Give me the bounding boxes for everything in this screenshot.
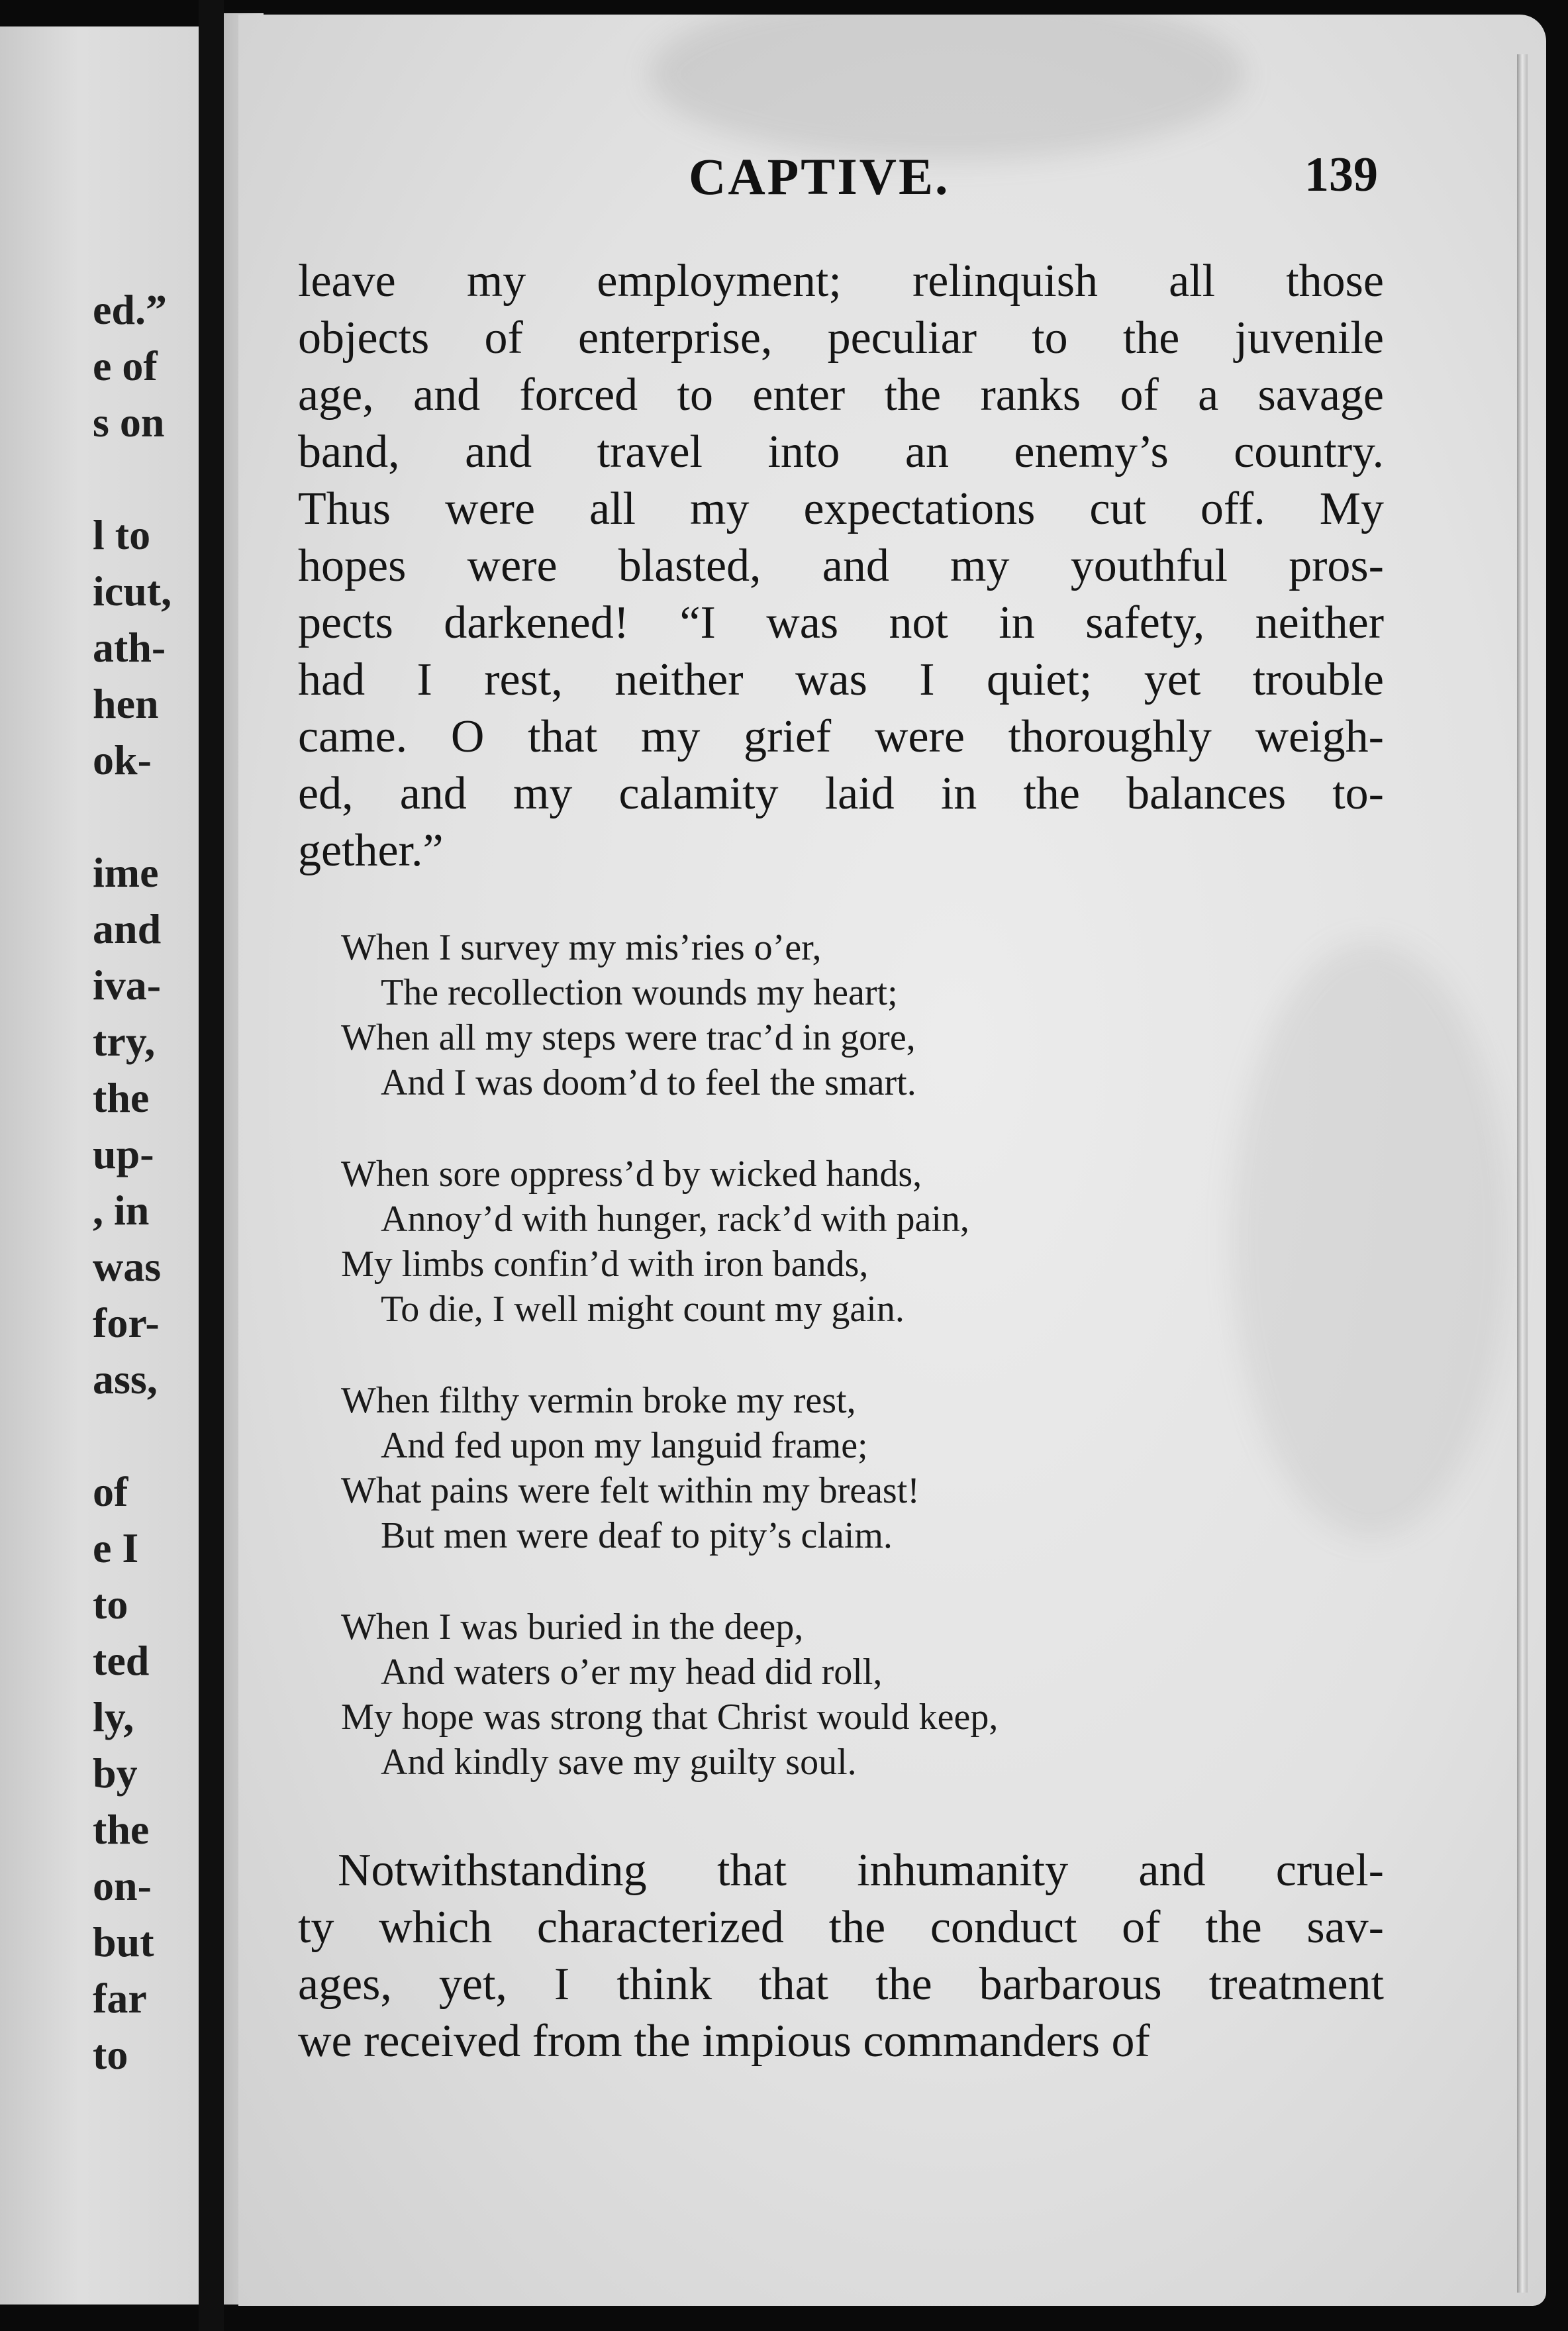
poem-verse: My hope was strong that Christ would keep,	[341, 1697, 999, 1738]
left-page-fragment: ted	[93, 1637, 150, 1684]
poem-verse: When I was buried in the deep,	[341, 1607, 804, 1648]
text-line: hopes were blasted, and my youthful pros-	[298, 540, 1384, 591]
left-page-fragment: try,	[93, 1018, 156, 1065]
text-line: age, and forced to enter the ranks of a savage	[298, 370, 1384, 421]
text-line: leave my employment; relinquish all those	[298, 256, 1384, 307]
poem-stanza	[341, 1378, 1268, 1558]
poem-verse: What pains were felt within my breast!	[341, 1470, 920, 1511]
left-page-fragment: far	[93, 1975, 147, 2022]
text-line: objects of enterprise, peculiar to the juvenile	[298, 313, 1384, 364]
poem-stanza	[341, 1605, 1268, 1785]
text-line: came. O that my grief were thoroughly weigh-	[298, 711, 1384, 762]
poem-verse: When all my steps were trac’d in gore,	[341, 1017, 916, 1058]
poem-stanza	[341, 1152, 1268, 1332]
text-line: gether.”	[298, 825, 444, 876]
left-page-fragment: ass,	[93, 1356, 158, 1403]
paper-discoloration	[1232, 942, 1510, 1538]
book-gutter	[199, 0, 224, 2331]
left-page-fragment: by	[93, 1750, 138, 1797]
left-page-fragment: up-	[93, 1130, 154, 1177]
left-page-fragment: e I	[93, 1524, 139, 1571]
left-page-fragment: of	[93, 1468, 128, 1515]
left-page-fragment: hen	[93, 680, 159, 727]
poem	[341, 925, 1268, 1831]
left-page-fragment: to	[93, 1581, 128, 1628]
text-line: ages, yet, I think that the barbarous treatment	[298, 1959, 1384, 2010]
text-line: Thus were all my expectations cut off. My	[298, 483, 1384, 534]
left-page	[0, 26, 199, 2305]
left-page-fragment: ath-	[93, 624, 166, 671]
left-page-fragment: e of	[93, 342, 158, 389]
left-page-fragment: ly,	[93, 1693, 134, 1740]
text-line: ed, and my calamity laid in the balances to-	[298, 768, 1384, 819]
left-page-fragment: ed.”	[93, 286, 167, 333]
paragraph-2	[298, 1842, 1384, 2070]
poem-verse: The recollection wounds my heart;	[381, 972, 898, 1013]
left-page-fragment: was	[93, 1243, 162, 1290]
running-title: CAPTIVE.	[689, 148, 950, 205]
poem-verse: And kindly save my guilty soul.	[381, 1742, 857, 1783]
poem-verse: And fed upon my languid frame;	[381, 1425, 868, 1466]
left-page-fragment: ok-	[93, 736, 152, 783]
poem-verse: But men were deaf to pity’s claim.	[381, 1515, 893, 1556]
left-page-fragment: the	[93, 1074, 150, 1121]
paragraph-1	[298, 253, 1384, 879]
poem-verse: And waters o’er my head did roll,	[381, 1652, 883, 1693]
poem-verse: And I was doom’d to feel the smart.	[381, 1062, 916, 1103]
right-page	[238, 15, 1546, 2306]
left-page-fragment: on-	[93, 1862, 152, 1909]
poem-verse: My limbs confin’d with iron bands,	[341, 1244, 869, 1285]
left-page-fragment: ime	[93, 849, 159, 896]
left-page-fragment: icut,	[93, 568, 172, 615]
poem-verse: To die, I well might count my gain.	[381, 1289, 905, 1330]
text-line: had I rest, neither was I quiet; yet trouble	[298, 654, 1384, 705]
poem-verse: When I survey my mis’ries o’er,	[341, 927, 822, 968]
left-page-fragment: for-	[93, 1299, 160, 1346]
left-page-fragment: the	[93, 1806, 150, 1853]
left-page-fragment: l to	[93, 511, 151, 558]
left-page-fragment: s on	[93, 399, 165, 446]
left-page-fragment: to	[93, 2031, 128, 2078]
left-page-fragment: iva-	[93, 962, 162, 1009]
left-page-fragment: but	[93, 1918, 154, 1965]
text-line: we received from the impious commanders of	[298, 2016, 1150, 2067]
left-page-fragment: and	[93, 905, 162, 952]
text-line: ty which characterized the conduct of the sav-	[298, 1902, 1384, 1953]
running-header	[238, 134, 1546, 207]
text-line: band, and travel into an enemy’s country.	[298, 426, 1384, 477]
poem-verse: When filthy vermin broke my rest,	[341, 1380, 856, 1421]
poem-verse: When sore oppress’d by wicked hands,	[341, 1154, 922, 1195]
page-number: 139	[1304, 148, 1378, 202]
text-line: Notwithstanding that inhumanity and cruel-	[338, 1845, 1384, 1896]
text-line: pects darkened! “I was not in safety, neither	[298, 597, 1384, 648]
poem-verse: Annoy’d with hunger, rack’d with pain,	[381, 1199, 969, 1240]
left-page-fragment: , in	[93, 1187, 150, 1234]
page-edge	[1517, 54, 1528, 2293]
poem-stanza	[341, 925, 1268, 1105]
